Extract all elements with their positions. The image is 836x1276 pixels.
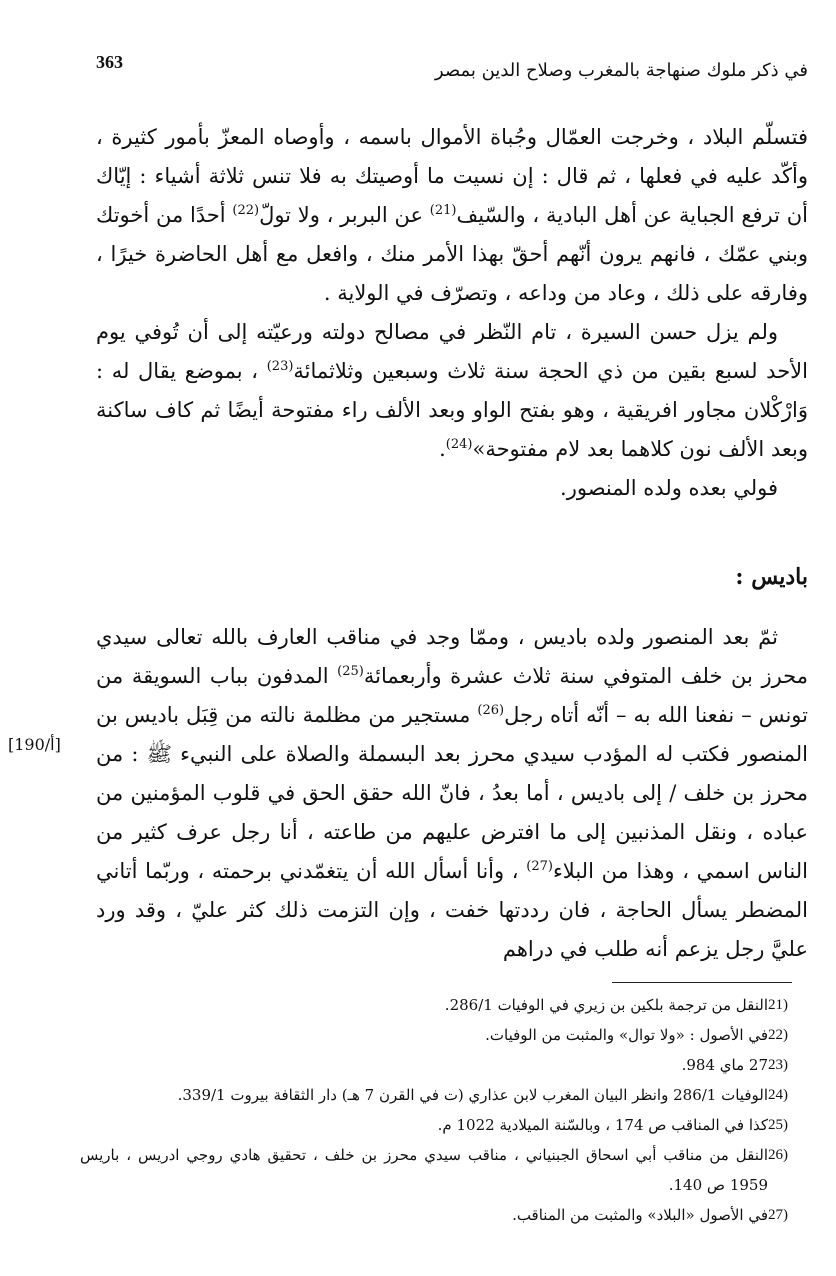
footnote-ref[interactable]: (22) — [232, 203, 260, 218]
footnote-number: 26) — [768, 1147, 788, 1163]
footnote-text: كذا في المناقب ص 174 ، وبالسّنة الميلادية 1022 م. — [437, 1116, 768, 1134]
text-span: أحدًا من أخوتك وبني عمّك ، فانهم يرون أنّهم أحقّ بهذا الأمر منك ، وافعل مع أهل الحاضرة خيرًا ، وفارقه على ذلك ، وعاد من وداعه ، وتصرّف في الولاية . — [96, 203, 808, 305]
footnote — [80, 1140, 812, 1200]
footnote-text: في الأصول «البلاد» والمثبت من المناقب. — [512, 1206, 768, 1224]
running-head: في ذكر ملوك صنهاجة بالمغرب وصلاح الدين بمصر — [434, 60, 808, 81]
footnote-text: في الأصول : «ولا توال» والمثبت من الوفيات. — [485, 1026, 768, 1044]
footnote-text: النقل من ترجمة بلكين بن زيري في الوفيات 286/1. — [444, 996, 768, 1014]
text-span: ، وأنا أسأل الله أن يتغمّدني برحمته ، وربّما أتاني المضطر يسأل الحاجة ، فان رددتها خفت ، وإن التزمت ذلك كثر عليّ ، وقد ورد عليَّ رجل يزعم أنه طلب في دراهم — [96, 859, 808, 961]
footnote-divider — [612, 982, 792, 983]
text-span: فولي بعده ولده المنصور. — [560, 476, 778, 500]
text-span: المدفون بباب السويقة من تونس – نفعنا الله به – أنّه أتاه رجل — [96, 664, 808, 727]
footnote-number: 22) — [768, 1027, 788, 1043]
paragraph — [96, 118, 808, 313]
footnote-ref[interactable]: (27) — [526, 859, 553, 874]
text-span: عن البربر ، ولا تولّ — [259, 203, 430, 227]
footnote-text: النقل من مناقب أبي اسحاق الجبنياني ، مناقب سيدي محرز بن خلف ، تحقيق هادي روجي ادريس ، باريس 1959 ص 140. — [80, 1146, 768, 1194]
footnote-number: 21) — [768, 997, 788, 1013]
footnote — [80, 1080, 812, 1110]
text-span: فتسلّم البلاد ، وخرجت العمّال وجُباة الأموال باسمه ، وأوصاه المعزّ بأمور كثيرة ، وأكّد عليه في فعلها ، ثم قال : إن نسيت ما أوصيتك به فلا تنس ثلاثة أشياء : إيّاك أن ترفع الجباية عن أهل البادية ، والسّيف — [96, 125, 808, 227]
paragraph — [96, 469, 808, 508]
footnote-ref[interactable]: (24) — [445, 437, 473, 452]
paragraph — [96, 618, 808, 969]
body-block-2 — [96, 618, 808, 969]
footnote-ref[interactable]: (23) — [266, 359, 294, 374]
text-span: . — [439, 437, 446, 461]
footnote-text: الوفيات 286/1 وانظر البيان المغرب لابن عذاري (ت في القرن 7 هـ) دار الثقافة بيروت 339/1. — [177, 1086, 768, 1104]
footnote-number: 27) — [768, 1207, 788, 1223]
footnote-ref[interactable]: (26) — [477, 703, 505, 718]
section-heading: باديس : — [735, 564, 808, 590]
footnote — [80, 990, 812, 1020]
footnote — [80, 1020, 812, 1050]
footnote-ref[interactable]: (25) — [337, 664, 364, 679]
footnote-ref[interactable]: (21) — [429, 203, 457, 218]
footnote-number: 24) — [768, 1087, 788, 1103]
text-span: ، بموضع يقال له : وَارْكْلان مجاور افريقية ، وهو بفتح الواو وبعد الألف راء مفتوحة أيضًا ثم كاف ساكنة وبعد الألف نون كلاهما بعد لام مفتوحة» — [96, 359, 808, 461]
paragraph — [96, 313, 808, 469]
text-span: ثمّ بعد المنصور ولده باديس ، وممّا وجد في مناقب العارف بالله تعالى سيدي محرز بن خلف المتوفي سنة ثلاث عشرة وأربعمائة — [96, 625, 808, 688]
page-number: 363 — [96, 52, 123, 72]
footnotes-list — [80, 990, 812, 1230]
footnote-number: 25) — [768, 1117, 788, 1133]
footnote-text: 27 ماي 984. — [681, 1056, 768, 1074]
body-block-1 — [96, 118, 808, 508]
footnote — [80, 1050, 812, 1080]
footnote — [80, 1200, 812, 1230]
footnote-number: 23) — [768, 1057, 788, 1073]
folio-reference: [190/أ] — [8, 735, 61, 754]
text-span: ولم يزل حسن السيرة ، تام النّظر في مصالح دولته ورعيّته إلى أن تُوفي يوم الأحد لسبع بقين من ذي الحجة سنة ثلاث وسبعين وثلاثمائة — [96, 320, 808, 383]
footnote — [80, 1110, 812, 1140]
text-span: مستجير من مظلمة نالته من قِبَل باديس بن المنصور فكتب له المؤدب سيدي محرز بعد البسملة والصلاة على النبيء ﷺ : من محرز بن خلف / إلى باديس ، أما بعدُ ، فانّ الله حقق الحق في قلوب المؤمنين من عباده ، ونقل المذنبين إلى ما افترض عليهم من طاعته ، أنا رجل عرف كثير من الناس اسمي ، وهذا من البلاء — [96, 703, 808, 883]
